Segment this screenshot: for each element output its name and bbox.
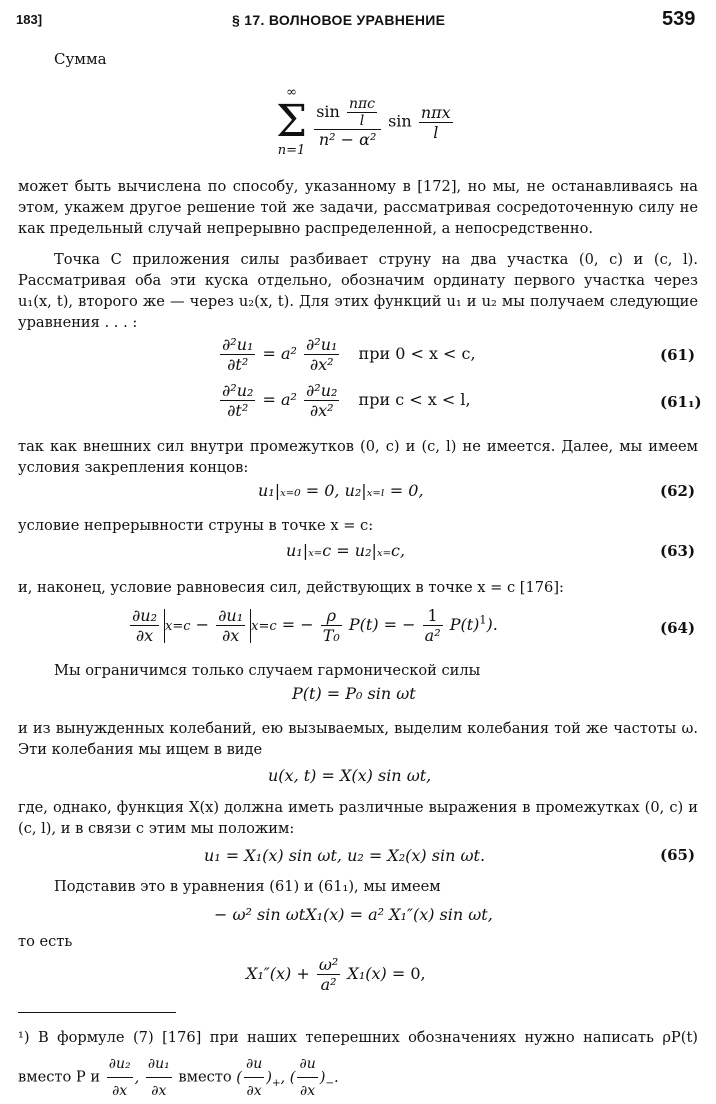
condition-61-1: при c < x < l, [358, 390, 471, 409]
equation-65: u₁ = X₁(x) sin ωt, u₂ = X₂(x) sin ωt. [204, 846, 486, 865]
equation-61-1: $\frac{\text{∂²u₂}}{\text{∂t²}}$ = a² $\frac{\text{∂²u₂}}{\text{∂x²}}$ при c < x < l, [222, 381, 471, 420]
paragraph-1: может быть вычислена по способу, указанному в [172], но мы, не останавливаясь на этом, укажем другое решение той же задачи, рассматривая сосредоточенную силу не как предельный случай непрерывно распределенной, а непосредственно. [18, 178, 698, 237]
paragraph-6: Мы ограничимся только случаем гармонической силы [54, 662, 481, 679]
footnote-text-b: вместо [178, 1068, 232, 1086]
footnote: ¹) В формуле (7) [176] при наших теперешних обозначениях нужно написать ρP(t) вместо P и $\frac{\text{∂u₂}}{\partial x}$ , $\frac{\text{∂u₁}}{\partial x}$ вместо ( $\frac{\partial u}{\partial x}$ )$_+$, ( $\frac{\partial u}{\partial x}$ )$_-$. [18, 1029, 698, 1099]
paragraph-7: и из вынужденных колебаний, ею вызываемых, выделим колебания той же частоты ω. Эти колебания мы ищем в виде [18, 720, 698, 758]
paragraph-3: так как внешних сил внутри промежутков (0, c) и (c, l) не имеется. Далее, мы имеем условия закрепления концов: [18, 438, 698, 476]
running-title: § 17. ВОЛНОВОЕ УРАВНЕНИЕ [232, 12, 446, 28]
harmonic-force-formula: P(t) = P₀ sin ωt [292, 684, 416, 703]
equation-61: $\frac{\text{∂²u₁}}{\text{∂t²}}$ = a² $\frac{\text{∂²u₁}}{\text{∂x²}}$ при 0 < x < c, [222, 335, 476, 374]
paragraph-8: где, однако, функция X(x) должна иметь различные выражения в промежутках (0, c) и (c, l), и в связи с этим мы положим: [18, 799, 698, 837]
series-formula: ∞ Σ n=1 sin $\frac{\text{nπc}}{l}$ n² − α² sin $\frac{\text{nπx}}{l}$ [276, 85, 451, 158]
eq-number-63: (63) [660, 542, 696, 560]
eq-number-65: (65) [660, 846, 696, 864]
solution-form-formula: u(x, t) = X(x) sin ωt, [268, 766, 432, 785]
substitution-formula: − ω² sin ωtX₁(x) = a² X₁″(x) sin ωt, [214, 905, 493, 924]
footnote-rule [18, 1012, 176, 1013]
equation-62: u₁|ₓ₌₀ = 0, u₂|ₓ₌ₗ = 0, [258, 481, 424, 500]
equation-64: $\frac{\text{∂u₂}}{\partial x}$ x=c − $\frac{\text{∂u₁}}{\partial x}$ x=c = − $\frac{\rho}{\text{T₀}}$ P(t) = − $\frac{1}{\text{a²}}$ $P(t)^1$). [132, 606, 498, 645]
paragraph-5: и, наконец, условие равновесия сил, действующих в точке x = c [176]: [18, 579, 564, 596]
footnote-text-a: В формуле (7) [176] при наших теперешних обозначениях нужно написать ρP(t) вместо P и [18, 1029, 698, 1086]
final-equation: X₁″(x) + $\frac{\text{ω²}}{\text{a²}}$ X₁(x) = 0, [246, 955, 426, 994]
equation-63: u₁|ₓ₌c = u₂|ₓ₌c, [286, 541, 406, 560]
paragraph-2: Точка C приложения силы разбивает струну на два участка (0, c) и (c, l). Рассматривая оба эти куска отдельно, обозначим ординату первого участка через u₁(x, t), второго же — через u₂(x, t). Для этих функций u₁ и u₂ мы получаем следующие уравнения . . . : [18, 251, 698, 331]
paragraph-4: условие непрерывности струны в точке x = c: [18, 517, 374, 534]
condition-61: при 0 < x < c, [358, 344, 476, 363]
eq-number-62: (62) [660, 482, 696, 500]
page-number: 539 [662, 8, 696, 30]
intro-word: Сумма [54, 50, 107, 68]
eq-number-61-1: (61₁) [660, 393, 702, 411]
paragraph-10: то есть [18, 933, 73, 950]
header-left-ref: 183] [16, 12, 43, 27]
footnote-mark: ¹) [18, 1029, 30, 1046]
paragraph-9: Подставив это в уравнения (61) и (61₁), мы имеем [54, 878, 441, 895]
eq-number-61: (61) [660, 346, 696, 364]
eq-number-64: (64) [660, 619, 696, 637]
